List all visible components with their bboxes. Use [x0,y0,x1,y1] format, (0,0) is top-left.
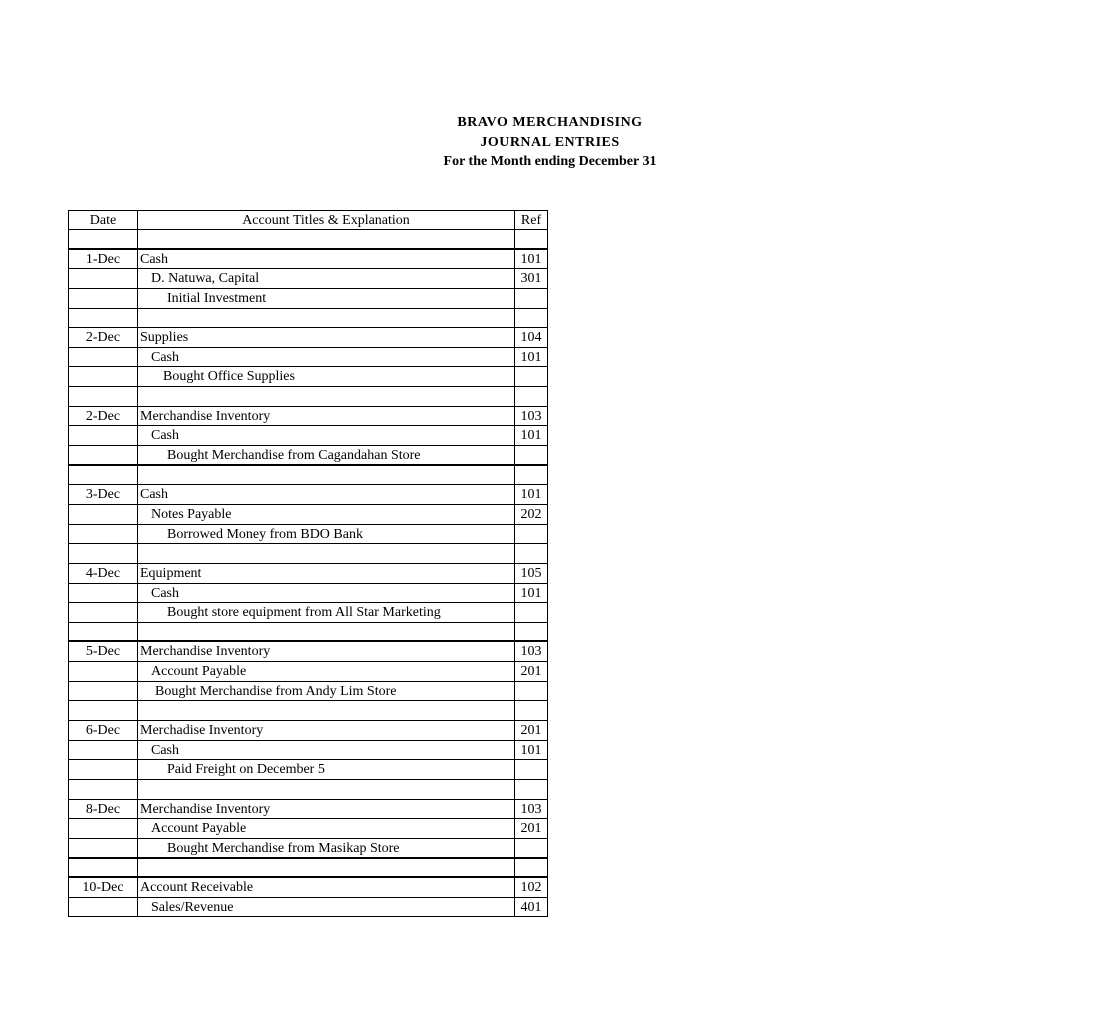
company-name: BRAVO MERCHANDISING [457,115,643,130]
spacer-row [68,623,548,643]
entry-explanation: Bought Merchandise from Cagandahan Store [137,446,514,466]
spacer-row [68,230,548,250]
credit-ref: 201 [514,819,548,839]
debit-account: Merchadise Inventory [137,721,514,741]
debit-ref: 103 [514,642,548,662]
table-row [68,584,548,604]
spacer-row [68,387,548,407]
table-row [68,839,548,859]
table-row [68,348,548,368]
credit-ref: 101 [514,426,548,446]
table-row [68,564,548,584]
credit-ref: 201 [514,662,548,682]
credit-account: Cash [137,741,514,761]
table-row [68,898,548,918]
entry-date: 4-Dec [68,564,137,584]
entry-explanation: Bought store equipment from All Star Marketing [137,603,514,623]
credit-ref: 101 [514,348,548,368]
date-column-header: Date [68,210,137,230]
debit-account: Merchandise Inventory [137,642,514,662]
table-row [68,289,548,309]
credit-account: Cash [137,348,514,368]
credit-ref: 202 [514,505,548,525]
table-row [68,525,548,545]
entry-date: 10-Dec [68,878,137,898]
table-row [68,485,548,505]
debit-ref: 102 [514,878,548,898]
credit-account: Account Payable [137,819,514,839]
debit-ref: 105 [514,564,548,584]
table-row [68,721,548,741]
credit-account: Cash [137,584,514,604]
debit-account: Cash [137,485,514,505]
table-row [68,407,548,427]
debit-ref: 101 [514,485,548,505]
debit-ref: 101 [514,250,548,270]
entry-date: 2-Dec [68,407,137,427]
entry-date: 5-Dec [68,642,137,662]
spacer-row [68,309,548,329]
credit-ref: 101 [514,741,548,761]
debit-account: Cash [137,250,514,270]
entry-date: 2-Dec [68,328,137,348]
table-row [68,603,548,623]
credit-account: Cash [137,426,514,446]
spacer-row [68,701,548,721]
spacer-row [68,780,548,800]
report-header [0,0,657,200]
entry-explanation: Paid Freight on December 5 [137,760,514,780]
table-row [68,367,548,387]
table-row [68,269,548,289]
credit-account: Notes Payable [137,505,514,525]
table-row [68,682,548,702]
debit-account: Equipment [137,564,514,584]
table-row [68,741,548,761]
table-row [68,505,548,525]
table-row [68,760,548,780]
debit-account: Merchandise Inventory [137,407,514,427]
debit-ref: 103 [514,800,548,820]
table-row [68,446,548,466]
table-header-row [68,210,548,230]
table-row [68,662,548,682]
ref-column-header: Ref [514,210,548,230]
entry-explanation: Bought Merchandise from Masikap Store [137,839,514,859]
credit-account: D. Natuwa, Capital [137,269,514,289]
entry-explanation: Bought Merchandise from Andy Lim Store [137,682,514,702]
credit-ref: 301 [514,269,548,289]
debit-account: Supplies [137,328,514,348]
credit-account: Account Payable [137,662,514,682]
debit-ref: 201 [514,721,548,741]
debit-account: Merchandise Inventory [137,800,514,820]
account-titles-column-header: Account Titles & Explanation [137,210,514,230]
spacer-row [68,544,548,564]
spacer-row [68,859,548,879]
reporting-period: For the Month ending December 31 [443,154,657,169]
entry-explanation: Bought Office Supplies [137,367,514,387]
document-title: JOURNAL ENTRIES [480,135,620,150]
entry-date: 8-Dec [68,800,137,820]
entry-date: 3-Dec [68,485,137,505]
entry-date: 6-Dec [68,721,137,741]
debit-ref: 103 [514,407,548,427]
journal-table [68,210,548,917]
debit-ref: 104 [514,328,548,348]
entry-date: 1-Dec [68,250,137,270]
table-row [68,328,548,348]
credit-account: Sales/Revenue [137,898,514,918]
spacer-row [68,466,548,486]
table-row [68,800,548,820]
table-row [68,878,548,898]
table-row [68,250,548,270]
debit-account: Account Receivable [137,878,514,898]
table-row [68,819,548,839]
table-row [68,642,548,662]
table-row [68,426,548,446]
entry-explanation: Initial Investment [137,289,514,309]
entry-explanation: Borrowed Money from BDO Bank [137,525,514,545]
credit-ref: 401 [514,898,548,918]
credit-ref: 101 [514,584,548,604]
